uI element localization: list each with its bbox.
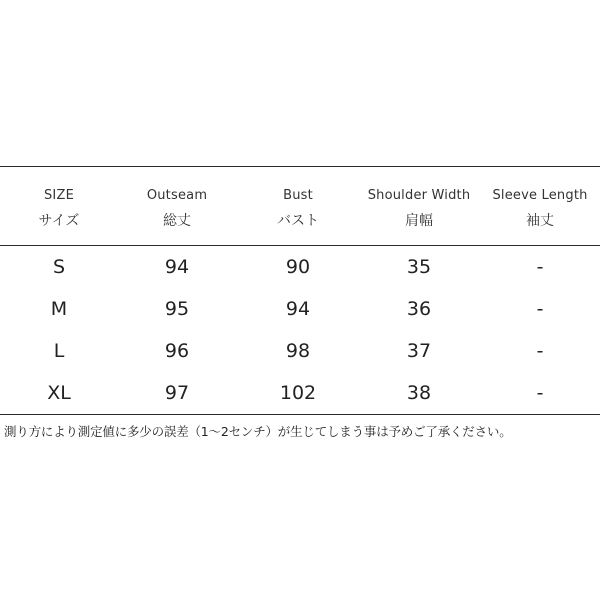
table-row <box>0 294 600 334</box>
cell-size: M <box>50 298 68 320</box>
cell-sleeve: - <box>536 298 544 320</box>
cell-bust: 90 <box>285 256 311 278</box>
cell-shoulder: 38 <box>406 382 432 404</box>
cell-outseam: 95 <box>164 298 190 320</box>
header-sleeve-en: Sleeve Length <box>492 188 588 203</box>
table-row <box>0 378 600 418</box>
cell-size: S <box>52 256 66 278</box>
cell-size: L <box>53 340 65 362</box>
header-outseam-en: Outseam <box>146 188 208 203</box>
cell-sleeve: - <box>536 256 544 278</box>
cell-outseam: 96 <box>164 340 190 362</box>
header-shoulder-jp: 肩幅 <box>405 213 433 229</box>
cell-shoulder: 37 <box>406 340 432 362</box>
cell-outseam: 94 <box>164 256 190 278</box>
cell-sleeve: - <box>536 340 544 362</box>
table-row <box>0 252 600 292</box>
header-bust-en: Bust <box>283 188 313 203</box>
cell-bust: 102 <box>279 382 317 404</box>
header-size-jp: サイズ <box>38 213 80 229</box>
table-row <box>0 336 600 376</box>
header-bust-jp: バスト <box>277 213 319 229</box>
cell-shoulder: 35 <box>406 256 432 278</box>
table-header-row <box>0 166 600 245</box>
header-size-en: SIZE <box>43 188 74 203</box>
header-sleeve-jp: 袖丈 <box>526 213 554 229</box>
cell-outseam: 97 <box>164 382 190 404</box>
measurement-note: 測り方により測定値に多少の誤差（1〜2センチ）が生じてしまう事は予めご了承ください。 <box>4 424 512 439</box>
table-header-rule <box>0 245 600 246</box>
cell-bust: 94 <box>285 298 311 320</box>
header-shoulder-en: Shoulder Width <box>367 188 471 203</box>
header-outseam-jp: 総丈 <box>163 213 191 229</box>
cell-shoulder: 36 <box>406 298 432 320</box>
cell-bust: 98 <box>285 340 311 362</box>
cell-size: XL <box>47 382 71 404</box>
cell-sleeve: - <box>536 382 544 404</box>
